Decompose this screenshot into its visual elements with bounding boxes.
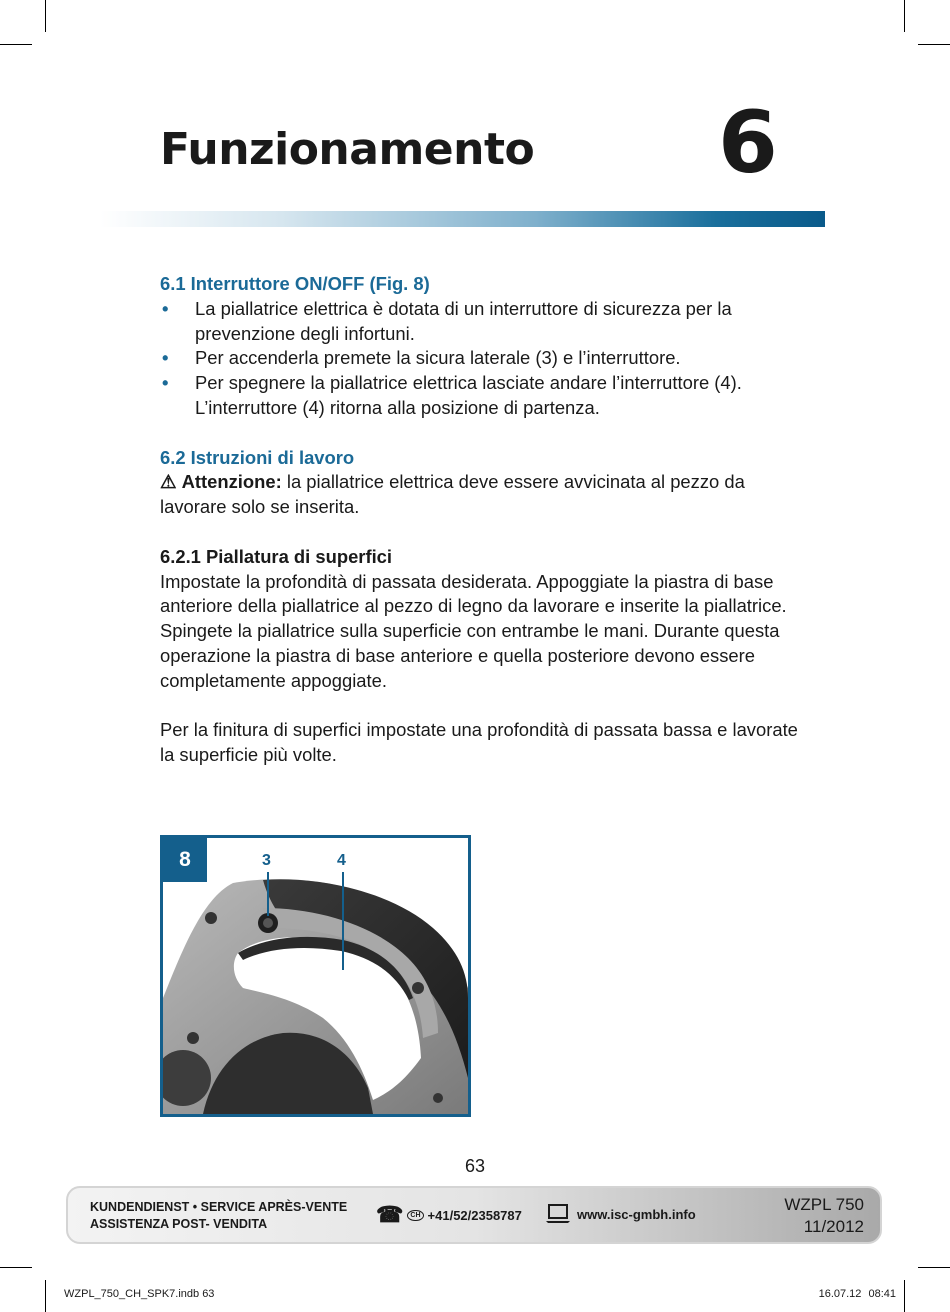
list-item-text: Per spegnere la piallatrice elettrica lasciate andare l’interruttore (4). L’interruttore (4) ritorna alla posizione di partenza. — [195, 372, 742, 418]
service-line: ASSISTENZA POST- VENDITA — [90, 1217, 268, 1231]
list-item-text: La piallatrice elettrica è dotata di un interruttore di sicurezza per la prevenzione degli infortuni. — [195, 297, 732, 344]
service-phone — [376, 1204, 522, 1226]
country-badge: CH — [407, 1210, 423, 1221]
list-item — [160, 346, 800, 371]
warning-text: la piallatrice elettrica deve essere avvicinata al pezzo da lavorare solo se inserita. — [160, 471, 745, 518]
laptop-icon — [546, 1204, 570, 1224]
bullet-list — [160, 297, 800, 421]
list-item — [160, 297, 800, 347]
page-content — [160, 272, 800, 768]
list-item — [160, 371, 800, 421]
crop-mark — [904, 0, 905, 32]
service-website — [546, 1204, 696, 1224]
service-line: KUNDENDIENST • SERVICE APRÈS-VENTE — [90, 1200, 348, 1214]
crop-mark — [0, 1267, 32, 1268]
crop-mark — [45, 1280, 46, 1312]
print-slug-timestamp: 16.07.12 08:41 — [818, 1288, 896, 1300]
list-item-text: Per accenderla premete la sicura laterale (3) e l’interruttore. — [195, 347, 681, 369]
bullet-icon: • — [162, 372, 169, 394]
crop-mark — [45, 0, 46, 32]
warning-label: Attenzione: — [181, 471, 282, 493]
warning-paragraph — [160, 470, 800, 520]
bullet-icon: • — [162, 297, 169, 319]
warning-icon: ⚠ — [160, 471, 177, 493]
crop-mark — [904, 1280, 905, 1312]
figure-number: 8 — [163, 838, 207, 882]
planer-handle-illustration — [163, 838, 468, 1114]
model-info — [784, 1194, 864, 1238]
print-slug-file: WZPL_750_CH_SPK7.indb 63 — [64, 1288, 215, 1300]
model-name: WZPL 750 — [784, 1195, 864, 1214]
section-heading-6-2-1: 6.2.1 Piallatura di superfici — [160, 545, 393, 567]
section-heading-6-2: 6.2 Istruzioni di lavoro — [160, 446, 355, 468]
bullet-icon: • — [162, 347, 169, 369]
paragraph: Per la finitura di superfici impostate una profondità di passata bassa e lavorate la superficie più volte. — [160, 719, 798, 766]
paragraph: Impostate la profondità di passata desiderata. Appoggiate la piastra di base anteriore della piallatrice al pezzo di legno da lavorare e inserite la piallatrice. Spingete la piallatrice sulla superficie con entrambe le mani. Durante questa operazione la piastra di base anteriore e quella posteriore devono essere completamente appoggiate. — [160, 570, 787, 691]
service-footer — [66, 1186, 882, 1244]
service-label — [90, 1199, 347, 1233]
crop-mark — [918, 44, 950, 45]
callout-label: 3 — [262, 852, 271, 869]
figure-8 — [160, 835, 471, 1117]
crop-mark — [918, 1267, 950, 1268]
edition-date: 11/2012 — [803, 1217, 864, 1236]
callout-label: 4 — [337, 852, 346, 869]
header-gradient-bar — [100, 211, 825, 227]
phone-number: +41/52/2358787 — [427, 1207, 522, 1223]
website-link: www.isc-gmbh.info — [577, 1206, 696, 1222]
section-heading-6-1: 6.1 Interruttore ON/OFF (Fig. 8) — [160, 273, 430, 294]
chapter-title: Funzionamento — [160, 124, 535, 175]
page-number: 63 — [464, 1156, 486, 1176]
chapter-number: 6 — [718, 93, 778, 193]
crop-mark — [0, 44, 32, 45]
telephone-icon: ☎ — [376, 1202, 404, 1227]
